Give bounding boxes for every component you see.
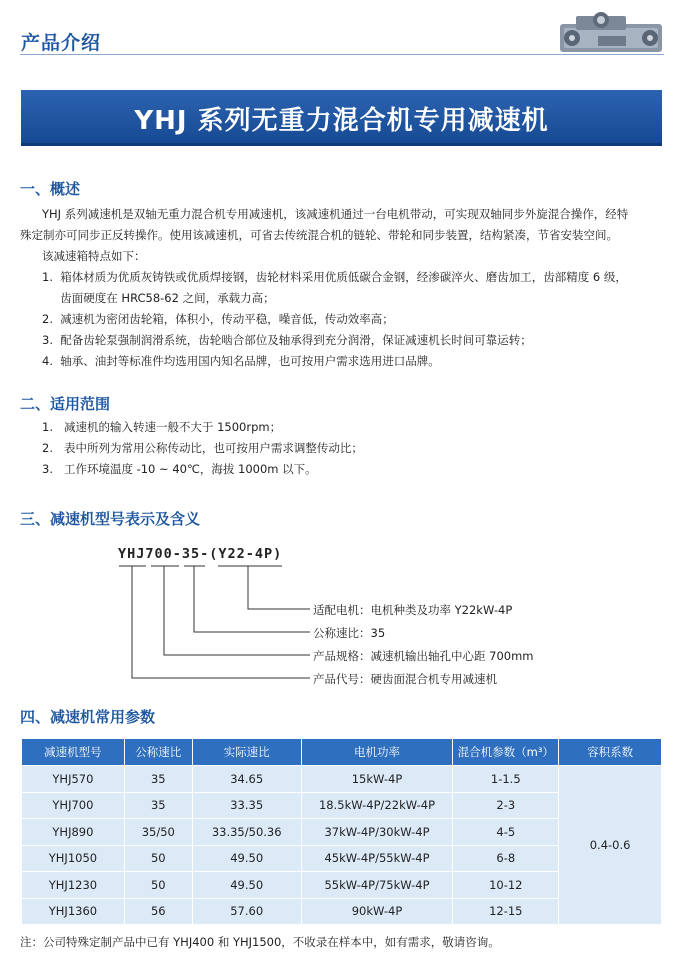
- table-cell: 10-12: [453, 872, 559, 899]
- table-cell: 15kW-4P: [301, 766, 453, 793]
- table-cell: 50: [124, 845, 192, 872]
- table-cell: 37kW-4P/30kW-4P: [301, 819, 453, 846]
- scope-item: 3. 工作环境温度 -10 ~ 40℃，海拔 1000m 以下。: [42, 462, 317, 476]
- overview-paragraph-line1: YHJ 系列减速机是双轴无重力混合机专用减速机，该减速机通过一台电机带动，可实现双轴同步外旋混合操作，经特: [42, 207, 629, 221]
- legend-spec: 产品规格：减速机输出轴孔中心距 700mm: [313, 649, 534, 663]
- table-cell: YHJ1360: [22, 898, 125, 925]
- table-cell: 90kW-4P: [301, 898, 453, 925]
- feature-item: 齿面硬度在 HRC58-62 之间，承载力高；: [42, 291, 275, 305]
- column-header: 电机功率: [301, 739, 453, 766]
- params-table: [21, 738, 662, 925]
- overview-heading: 一、概述: [20, 180, 81, 198]
- table-cell: 35/50: [124, 819, 192, 846]
- table-cell: 50: [124, 872, 192, 899]
- table-cell: 45kW-4P/55kW-4P: [301, 845, 453, 872]
- volume-coefficient-cell: 0.4-0.6: [559, 766, 662, 925]
- scope-item: 1. 减速机的输入转速一般不大于 1500rpm；: [42, 420, 282, 434]
- table-cell: YHJ1050: [22, 845, 125, 872]
- table-cell: 34.65: [192, 766, 301, 793]
- table-header-row: [22, 739, 662, 766]
- table-cell: YHJ570: [22, 766, 125, 793]
- column-header: 容积系数: [559, 739, 662, 766]
- overview-paragraph-line2: 殊定制亦可同步正反转操作。使用该减速机，可省去传统混合机的链轮、带轮和同步装置，结构紧凑，节省安装空间。: [20, 228, 618, 242]
- column-header: 实际速比: [192, 739, 301, 766]
- table-cell: 4-5: [453, 819, 559, 846]
- table-cell: 56: [124, 898, 192, 925]
- table-cell: 1-1.5: [453, 766, 559, 793]
- table-cell: 49.50: [192, 872, 301, 899]
- table-cell: 18.5kW-4P/22kW-4P: [301, 792, 453, 819]
- table-cell: YHJ700: [22, 792, 125, 819]
- column-header: 混合机参数（m³）: [453, 739, 559, 766]
- column-header: 公称速比: [124, 739, 192, 766]
- page-header-title: 产品介绍: [21, 32, 102, 54]
- scope-item: 2. 表中所列为常用公称传动比，也可按用户需求调整传动比；: [42, 441, 363, 455]
- table-cell: 2-3: [453, 792, 559, 819]
- model-code: YHJ700-35-(Y22-4P): [118, 546, 283, 562]
- footnote: 注：公司特殊定制产品中已有 YHJ400 和 YHJ1500，不收录在样本中，如有需求，敬请咨询。: [20, 935, 500, 949]
- table-cell: YHJ890: [22, 819, 125, 846]
- table-cell: 33.35: [192, 792, 301, 819]
- table-cell: 6-8: [453, 845, 559, 872]
- table-cell: 12-15: [453, 898, 559, 925]
- feature-item: 3. 配备齿轮泵强制润滑系统，齿轮啮合部位及轴承得到充分润滑，保证减速机长时间可靠运转；: [42, 333, 532, 347]
- table-cell: 57.60: [192, 898, 301, 925]
- banner-title: YHJ 系列无重力混合机专用减速机: [134, 106, 549, 136]
- feature-item: 2. 减速机为密闭齿轮箱，体积小，传动平稳，噪音低，传动效率高；: [42, 312, 394, 326]
- table-cell: 55kW-4P/75kW-4P: [301, 872, 453, 899]
- table-cell: 35: [124, 766, 192, 793]
- table-cell: 49.50: [192, 845, 301, 872]
- legend-motor: 适配电机：电机种类及功率 Y22kW-4P: [313, 603, 513, 617]
- features-intro: 该减速箱特点如下：: [42, 249, 146, 263]
- column-header: 减速机型号: [22, 739, 125, 766]
- table-cell: YHJ1230: [22, 872, 125, 899]
- scope-heading: 二、适用范围: [20, 395, 111, 413]
- params-heading: 四、减速机常用参数: [20, 708, 156, 726]
- table-cell: 33.35/50.36: [192, 819, 301, 846]
- feature-item: 4. 轴承、油封等标准件均选用国内知名品牌，也可按用户需求选用进口品牌。: [42, 354, 440, 368]
- table-row: [22, 766, 662, 793]
- legend-ratio: 公称速比：35: [313, 626, 386, 640]
- legend-product-code: 产品代号：硬齿面混合机专用减速机: [313, 672, 497, 686]
- table-cell: 35: [124, 792, 192, 819]
- feature-item: 1. 箱体材质为优质灰铸铁或优质焊接钢，齿轮材料采用优质低碳合金钢，经渗碳淬火、磨齿加工，齿部精度 6 级，: [42, 270, 627, 284]
- model-heading: 三、减速机型号表示及含义: [20, 510, 201, 528]
